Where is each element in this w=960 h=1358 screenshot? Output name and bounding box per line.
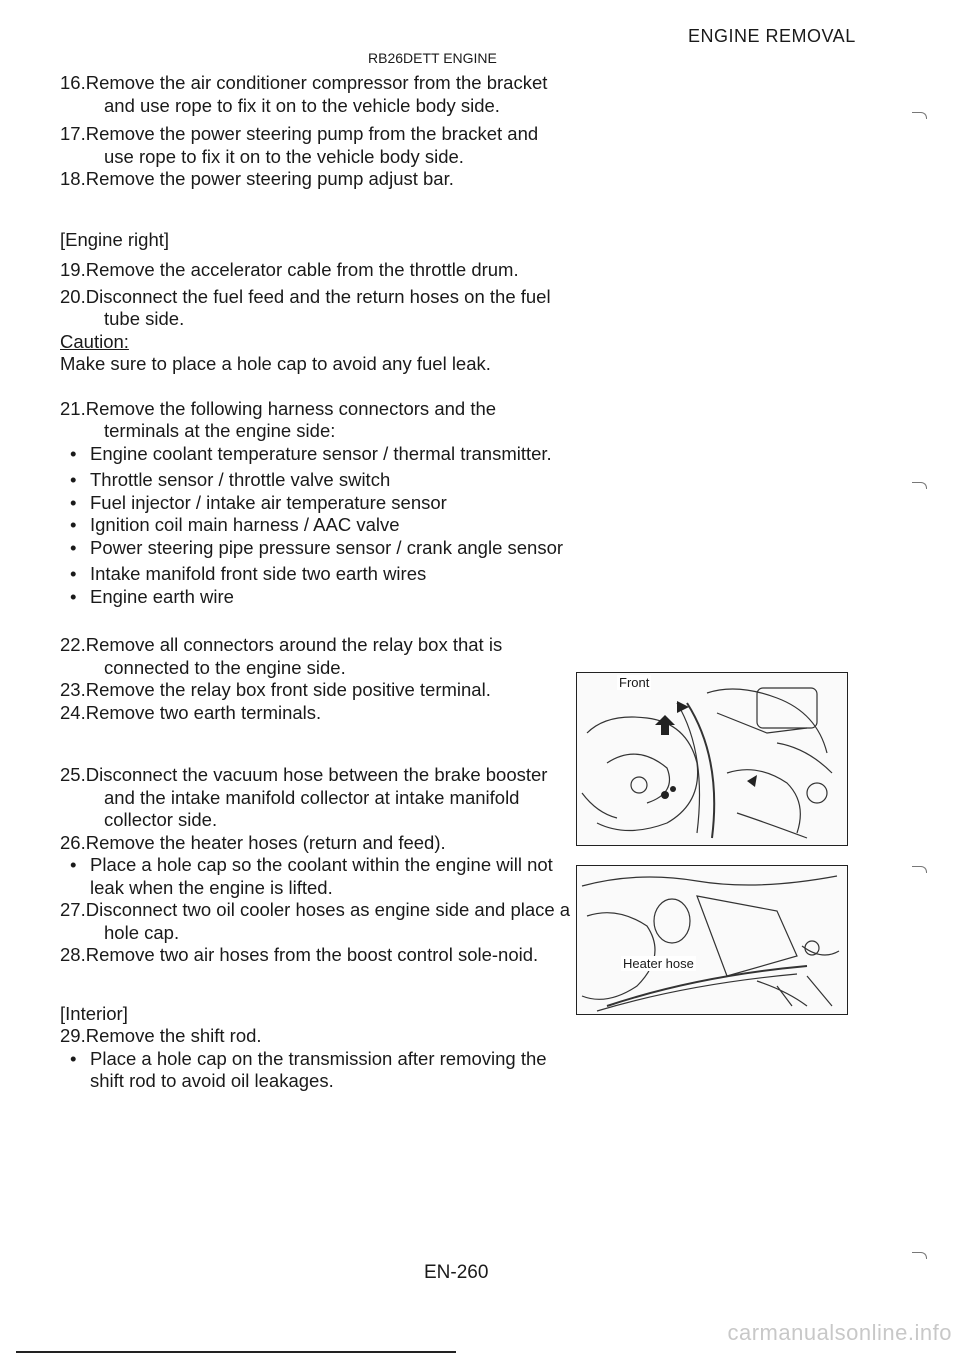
step-19: 19.Remove the accelerator cable from the throttle drum. xyxy=(60,259,519,280)
section-title: ENGINE REMOVAL xyxy=(688,26,856,46)
caution-text: Make sure to place a hole cap to avoid any fuel leak. xyxy=(60,353,491,374)
heater-hose-drawing xyxy=(577,866,847,1014)
bullet-item: • Ignition coil main harness / AAC valve xyxy=(70,514,400,535)
bullet-item: • Place a hole cap on the transmission after removing the shift rod to avoid oil leakages. xyxy=(70,1047,547,1091)
step-20: 20.Disconnect the fuel feed and the return hoses on the fuel tube side. xyxy=(60,285,551,329)
step-18: 18.Remove the power steering pump adjust bar. xyxy=(60,168,454,189)
engine-harness-illustration xyxy=(576,672,848,846)
bullet-item: • Place a hole cap so the coolant within the engine will not leak when the engine is lifted. xyxy=(70,854,553,898)
step-17: 17.Remove the power steering pump from the bracket and use rope to fix it on to the vehicle body side. xyxy=(60,123,539,167)
margin-mark xyxy=(912,112,927,119)
engine-right-heading: [Engine right] xyxy=(60,228,170,250)
engine-subtitle: RB26DETT ENGINE xyxy=(368,50,497,66)
watermark: carmanualsonline.info xyxy=(727,1320,952,1345)
fig2-label: Heater hose xyxy=(623,956,694,971)
page-number: EN-260 xyxy=(424,1262,489,1283)
bullet-item: • Fuel injector / intake air temperature sensor xyxy=(70,491,447,513)
margin-mark xyxy=(912,866,927,873)
step-27: 27.Disconnect two oil cooler hoses as engine side and place a hole cap. xyxy=(60,899,571,943)
bullet-item: • Throttle sensor / throttle valve switch xyxy=(70,469,391,490)
margin-mark xyxy=(912,1252,927,1259)
step-24: 24.Remove two earth terminals. xyxy=(60,701,322,723)
step-29: 29.Remove the shift rod. xyxy=(60,1025,262,1046)
footer-rule xyxy=(16,1351,456,1353)
step-25: 25.Disconnect the vacuum hose between the brake booster and the intake manifold collector at intake manifold collector side. xyxy=(60,764,548,830)
step-23: 23.Remove the relay box front side positive terminal. xyxy=(60,679,491,700)
heater-hose-illustration xyxy=(576,865,848,1015)
step-26: 26.Remove the heater hoses (return and feed). xyxy=(60,831,446,853)
step-28: 28.Remove two air hoses from the boost control sole-noid. xyxy=(60,944,539,965)
bullet-item: • Engine earth wire xyxy=(70,585,234,607)
caution-title: Caution: xyxy=(60,330,129,352)
interior-heading: [Interior] xyxy=(60,1002,128,1024)
step-16: 16.Remove the air conditioner compressor from the bracket and use rope to fix it on to the vehicle body side. xyxy=(60,72,548,116)
bullet-item: • Intake manifold front side two earth wires xyxy=(70,563,427,584)
margin-mark xyxy=(912,482,927,489)
main-content xyxy=(60,72,572,1093)
bullet-item: • Engine coolant temperature sensor / thermal transmitter. xyxy=(70,442,552,464)
step-21: 21.Remove the following harness connectors and the terminals at the engine side: xyxy=(60,397,497,441)
step-22: 22.Remove all connectors around the relay box that is connected to the engine side. xyxy=(60,634,503,678)
bullet-item: • Power steering pipe pressure sensor / crank angle sensor xyxy=(70,536,564,558)
fig1-label: Front xyxy=(619,675,650,690)
engine-bay-drawing xyxy=(577,673,847,845)
